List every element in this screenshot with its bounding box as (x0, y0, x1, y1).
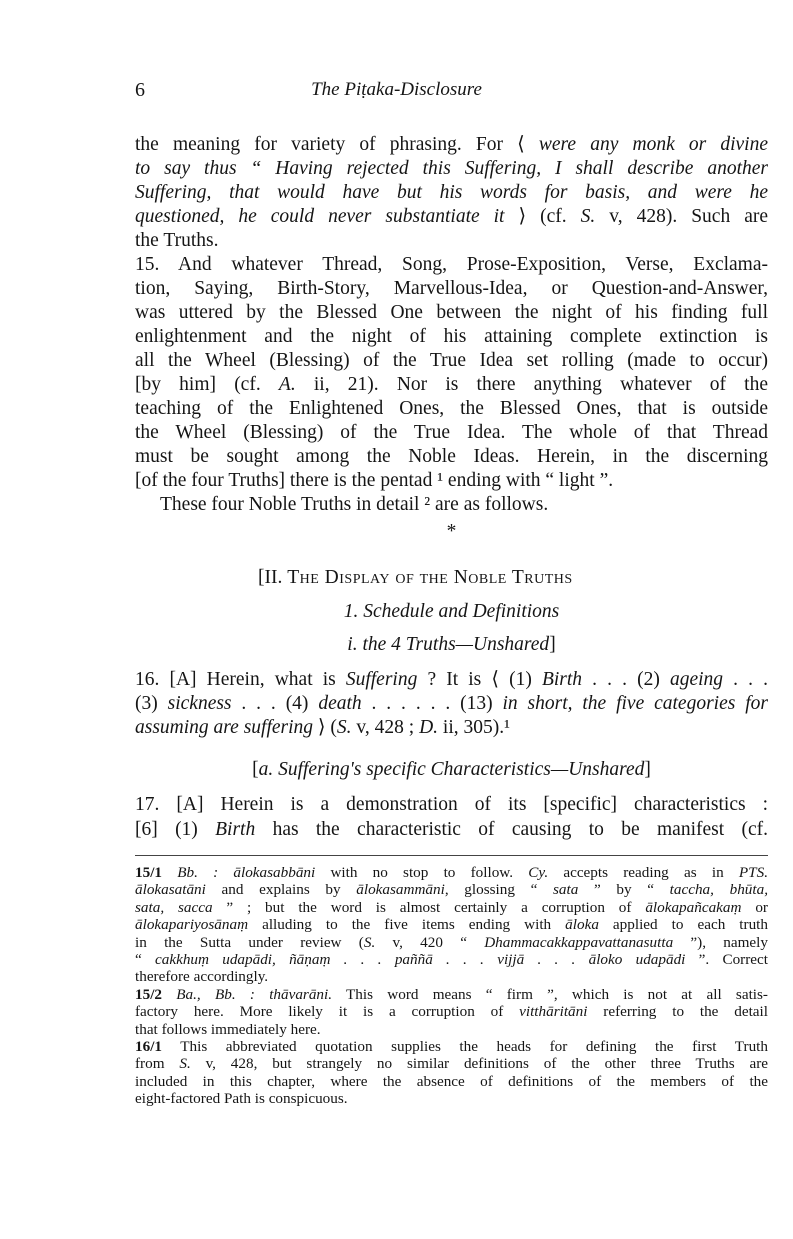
text: (3) (135, 693, 168, 714)
text: the Truths. (135, 230, 219, 251)
text-line (135, 133, 768, 157)
footnote-line (135, 899, 768, 916)
text: [by him] (cf. (135, 374, 279, 395)
text-line (135, 692, 768, 716)
italic-text: Birth (215, 819, 256, 840)
italic-text: death (318, 693, 362, 714)
text: or (741, 898, 768, 916)
text: ”), namely (673, 933, 768, 951)
text: . . . (723, 669, 768, 690)
text-line (135, 373, 768, 397)
italic-text: 1. Schedule and Definitions (343, 601, 560, 622)
footnote-line (135, 864, 768, 881)
italic-text: sickness (167, 693, 232, 714)
text: enlightenment and the night of his attaining complete extinction is (135, 326, 768, 347)
text-line (135, 520, 768, 544)
text-line (135, 793, 768, 817)
italic-text: D. (419, 717, 439, 738)
italic-text: Ba., Bb. : thāvarāni. (176, 985, 333, 1003)
italic-text: a. Suffering's specific Characteristics—Unshared (258, 759, 645, 780)
text: has the characteristic of causing to be manifest (cf. (255, 819, 768, 840)
text: accepts reading as in (548, 864, 739, 881)
italic-text: PTS. (738, 864, 768, 881)
text: ii, 305).¹ (438, 717, 510, 738)
footnote-line (135, 934, 768, 951)
text: This abbreviated quotation supplies the heads for defining the first Truth (162, 1038, 768, 1055)
text-line (135, 668, 768, 692)
italic-text: were any monk or divine (538, 134, 768, 155)
text: ] (549, 634, 556, 655)
text: , glossing “ (444, 881, 554, 899)
footnote-line (135, 1073, 768, 1090)
footnote-line (135, 1090, 768, 1107)
footnote-line (135, 968, 768, 985)
footnote-line (135, 1021, 768, 1038)
italic-text: Dhammacakkappavattanasutta (484, 933, 674, 951)
footnote-line (135, 1055, 768, 1072)
text: * (446, 521, 457, 542)
text-line (160, 493, 548, 517)
italic-text: Suffering, that would have but his words for basis, and were he (135, 182, 768, 203)
text: in the Sutta under review ( (135, 933, 364, 951)
italic-text: in short, the five categories for (502, 693, 768, 714)
text: with no stop to follow. (315, 864, 529, 881)
footnote-line (135, 916, 768, 933)
italic-text: sata, sacca (135, 898, 213, 916)
footnote-line (135, 1003, 768, 1020)
text: This word means “ firm ”, which is not at all satis- (332, 985, 768, 1003)
text: was uttered by the Blessed One between the night of his finding full (135, 302, 768, 323)
italic-text: Birth (541, 669, 583, 690)
text: tion, Saying, Birth-Story, Marvellous-Idea, or Question-and-Answer, (135, 278, 768, 299)
text: ” by “ (578, 881, 670, 899)
italic-text: to say thus “ Having rejected this Suffering, I shall describe another (135, 158, 768, 179)
italic-text: S. (336, 717, 352, 738)
footnote-line (135, 1038, 768, 1055)
text-line (135, 325, 768, 349)
text: v, 428). Such are (595, 206, 769, 227)
text: factory here. More likely it is a corruption of (135, 1003, 520, 1021)
text: ? It is ⟨ (1) (417, 669, 542, 690)
text-line (258, 566, 573, 590)
text: eight-factored Path is conspicuous. (135, 1090, 348, 1108)
italic-text: ālokasammāni (356, 881, 445, 899)
text: from (135, 1055, 180, 1073)
text-line (135, 229, 768, 253)
text: alluding to the five items ending with (248, 916, 566, 934)
text (162, 864, 177, 881)
italic-text: Bb. : (177, 864, 219, 881)
text-line (135, 301, 768, 325)
text: ⟩ (cf. (504, 206, 581, 227)
text-line (135, 716, 768, 740)
text-line (135, 157, 768, 181)
italic-text: A. (278, 374, 296, 395)
text: [ (252, 759, 259, 780)
text: must be sought among the Noble Ideas. Herein, in the discerning (135, 446, 768, 467)
text-line (135, 818, 768, 842)
text: [of the four Truths] there is the pentad ¹ ending with “ light ”. (135, 470, 614, 491)
italic-text: ālokapariyosānaṃ (135, 916, 249, 934)
text (162, 986, 176, 1003)
text: 17. [A] Herein is a demonstration of its [specific] characteristics : (135, 794, 768, 815)
text-line (135, 469, 768, 493)
text-line (135, 181, 768, 205)
text-line (135, 600, 768, 624)
text: the Wheel (Blessing) of the True Idea. The whole of that Thread (135, 422, 768, 443)
text-line (135, 758, 768, 782)
text: and explains by (205, 881, 357, 899)
footnote-divider (135, 855, 768, 856)
text-line (135, 205, 768, 229)
footnote-line (135, 881, 768, 898)
footnote-ref: 15/2 (135, 985, 163, 1003)
text: ] (644, 759, 651, 780)
italic-text: S. (363, 933, 376, 951)
footnote-line (135, 986, 768, 1003)
text: . . . (2) (582, 669, 670, 690)
text-line (135, 349, 768, 373)
text: [6] (1) (135, 819, 216, 840)
italic-text: S. (580, 206, 596, 227)
footnote-ref: 15/1 (135, 864, 163, 881)
small-caps-text: The Display of the Noble Truths (287, 567, 573, 588)
text-line (135, 397, 768, 421)
text-line (135, 253, 768, 277)
italic-text: cakkhuṃ udapādi, ñāṇaṃ . . . paññā . . . vijjā . . . āloko udapādi (155, 951, 686, 968)
italic-text: āloka (565, 916, 599, 934)
text: v, 428 ; (351, 717, 420, 738)
italic-text: questioned, he could never substantiate it (135, 206, 505, 227)
text (218, 864, 233, 881)
text: therefore accordingly. (135, 968, 269, 986)
italic-text: Cy. (528, 864, 549, 881)
italic-text: Suffering (345, 669, 418, 690)
italic-text: ālokasatāni (135, 881, 206, 899)
text: teaching of the Enlightened Ones, the Blessed Ones, that is outside (135, 398, 768, 419)
italic-text: ageing (669, 669, 724, 690)
italic-text: i. the 4 Truths—Unshared (347, 634, 550, 655)
text: 16. [A] Herein, what is (135, 669, 346, 690)
text: ”. Correct (685, 951, 768, 968)
text: 15. And whatever Thread, Song, Prose-Exposition, Verse, Exclama- (135, 254, 768, 275)
text: the meaning for variety of phrasing. For ⟨ (135, 134, 539, 155)
text: referring to the detail (587, 1003, 768, 1021)
text-line (135, 421, 768, 445)
text-line (135, 277, 768, 301)
text: These four Noble Truths in detail ² are as follows. (160, 494, 549, 515)
text: v, 420 “ (375, 933, 485, 951)
text: . . . . . . (13) (361, 693, 503, 714)
italic-text: vitthāritāni (519, 1003, 588, 1021)
text: all the Wheel (Blessing) of the True Idea set rolling (made to occur) (135, 350, 768, 371)
running-title: The Piṭaka-Disclosure (311, 79, 482, 100)
text: [II. (258, 567, 288, 588)
text: applied to each truth (598, 916, 768, 934)
italic-text: taccha, bhūta, (669, 881, 769, 899)
text: . . . (4) (231, 693, 319, 714)
italic-text: ālokasabbāni (233, 864, 316, 881)
text: “ (135, 951, 155, 968)
text-line (135, 445, 768, 469)
italic-text: ālokapañcakaṃ (645, 898, 742, 916)
text: ⟩ ( (313, 717, 337, 738)
italic-text: S. (179, 1055, 191, 1073)
page-number: 6 (135, 79, 145, 101)
text: ” ; but the word is almost certainly a corruption of (212, 898, 646, 916)
text: that follows immediately here. (135, 1020, 321, 1038)
text: v, 428, but strangely no similar definitions of the other three Truths are (190, 1055, 768, 1073)
italic-text: assuming are suffering (135, 717, 314, 738)
footnote-line (135, 951, 768, 968)
text: included in this chapter, where the absence of definitions of the members of the (135, 1072, 768, 1090)
text-line (135, 633, 768, 657)
footnote-ref: 16/1 (135, 1038, 163, 1055)
text: ii, 21). Nor is there anything whatever of the (295, 374, 769, 395)
italic-text: sata (553, 881, 579, 899)
